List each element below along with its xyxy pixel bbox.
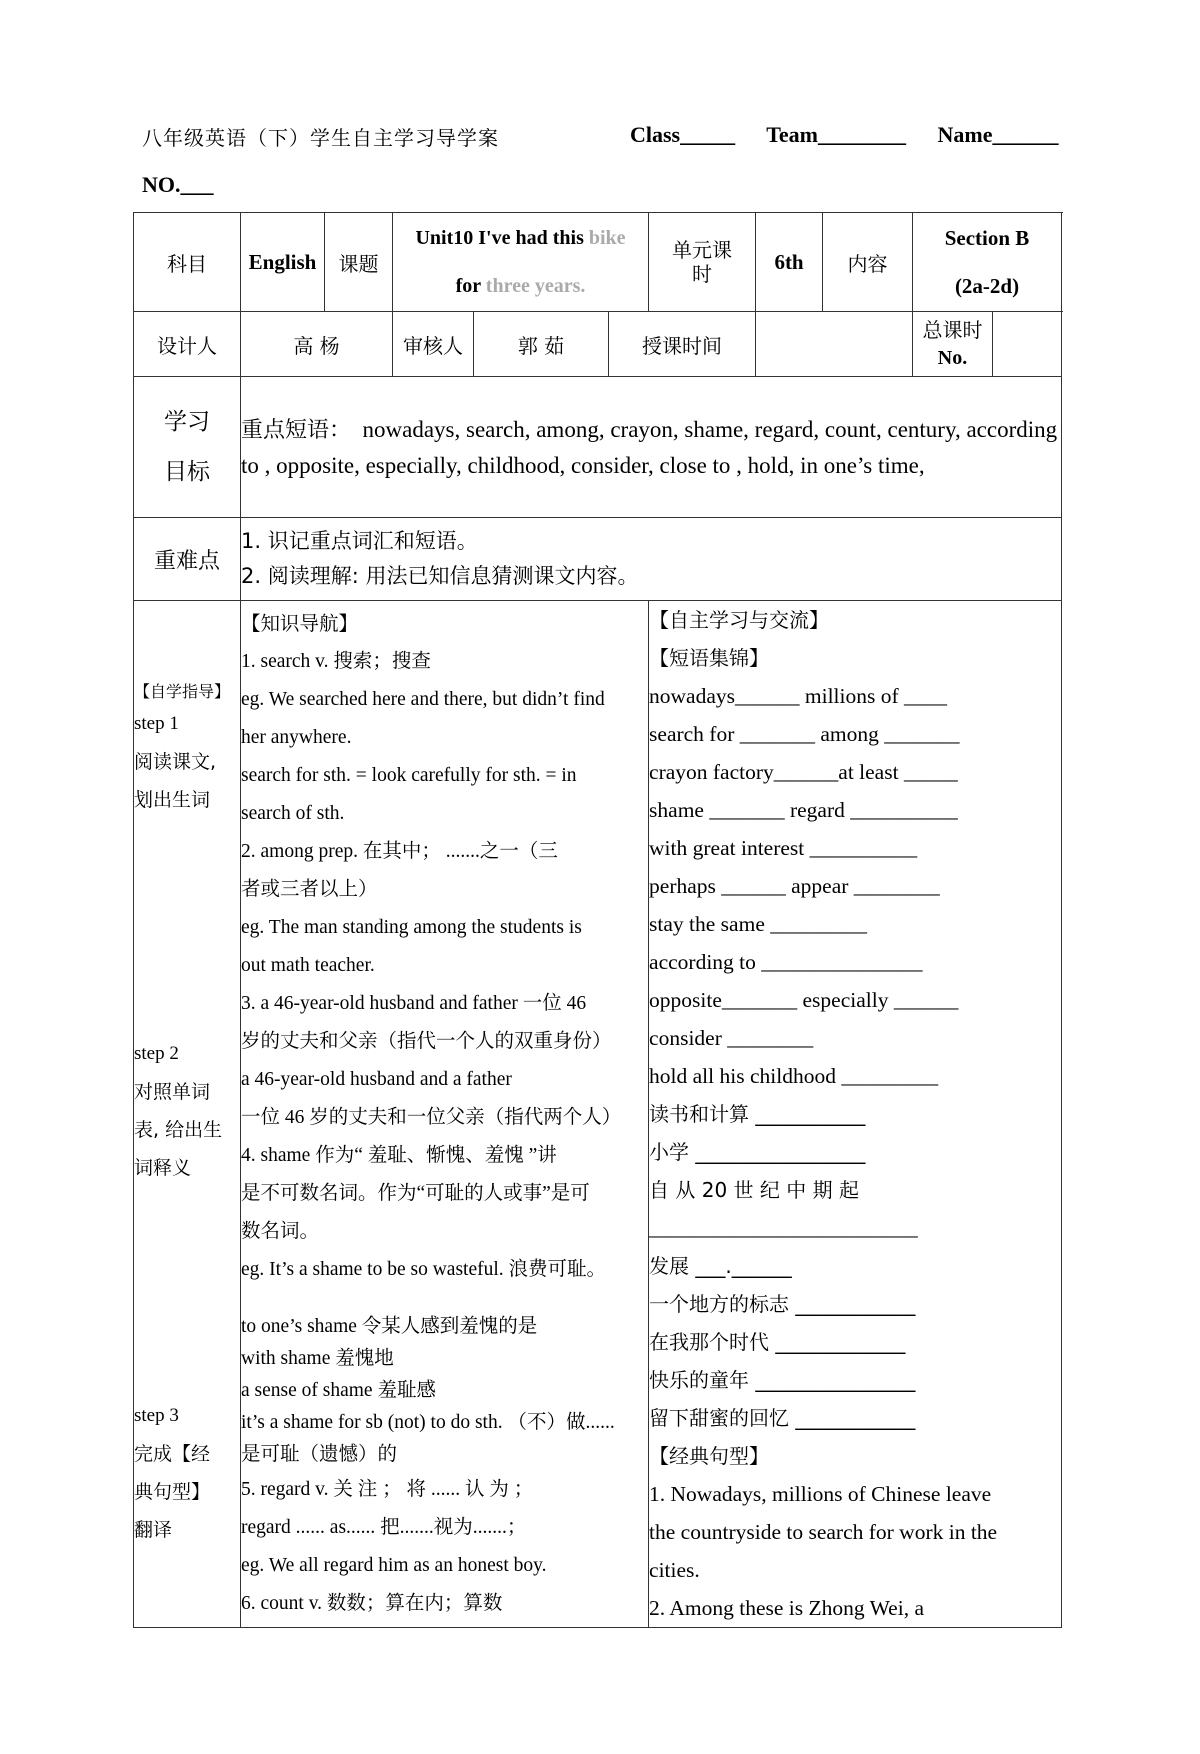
knowledge-line: eg. We searched here and there, but didn’t find [241,689,605,710]
content-label: 内容 [823,213,913,312]
total-periods-value[interactable] [993,312,1062,377]
phrase-blank[interactable]: 快乐的童年 ________________ [649,1368,916,1392]
key-points-row [134,518,1062,601]
knowledge-line: 6. count v. 数数；算在内；算数 [241,1593,503,1614]
content-value-1: Section B [944,226,1030,250]
course-info-row [134,213,1062,312]
key-points-label: 重难点 [134,518,241,601]
phrase-blank[interactable]: 小学 _________________ [649,1140,866,1164]
knowledge-line: 5. regard v. 关 注 ； 将 ...... 认 为 ； [241,1479,534,1500]
self-study-guide [134,601,241,1628]
knowledge-line: eg. We all regard him as an honest boy. [241,1555,547,1576]
step3-text-3: 翻译 [134,1519,173,1541]
topic-line1-a: Unit10 I've had this [415,227,589,249]
subject-value: English [241,213,325,312]
phrase-blank[interactable]: perhaps ______ appear ________ [649,874,940,898]
step2-label: step 2 [134,1043,179,1064]
period-label-2: 时 [692,262,713,286]
knowledge-line: a sense of shame 羞耻感 [241,1380,436,1401]
student-fields [630,122,1084,148]
goals-row [134,377,1062,518]
lesson-time-value[interactable] [756,312,913,377]
knowledge-line: 数名词。 [241,1221,320,1242]
key-point-1: 1. 识记重点词汇和短语。 [241,529,478,553]
phrase-blank[interactable]: crayon factory______at least _____ [649,760,958,784]
step1-text-1: 阅读课文, [134,751,217,773]
topic-line2-c: years. [534,275,586,297]
guide-heading: 【自学指导】 [134,682,231,701]
subject-label: 科目 [134,213,241,312]
step3-text-1: 完成【经 [134,1443,211,1465]
goals-text: nowadays, search, among, crayon, shame, regard, count, century, according to , opposite, especially, childhood, consider, close to , hold, in one’s time, [241,416,1058,478]
knowledge-line: out math teacher. [241,955,375,976]
staff-row [134,312,1062,377]
phrase-blank[interactable]: nowadays______ millions of ____ [649,684,948,708]
phrase-blank[interactable]: opposite_______ especially ______ [649,988,959,1012]
study-row [134,601,1062,1628]
step3-text-2: 典句型】 [134,1481,211,1503]
knowledge-line: her anywhere. [241,727,352,748]
team-field[interactable]: Team________ [766,122,906,147]
content-value [913,213,1062,312]
lesson-table [133,212,1062,1628]
period-value: 6th [756,213,823,312]
worksheet-header [142,122,1062,151]
phrase-blank[interactable]: stay the same _________ [649,912,867,936]
topic-line2-a: for [455,275,486,297]
knowledge-line: eg. The man standing among the students is [241,917,582,938]
lesson-time-label: 授课时间 [609,312,756,377]
knowledge-line: it’s a shame for sb (not) to do sth. （不）做...... [241,1412,615,1433]
knowledge-line: 是不可数名词。作为“可耻的人或事”是可 [241,1183,590,1204]
knowledge-line: a 46-year-old husband and a father [241,1069,512,1090]
knowledge-line: to one’s shame 令某人感到羞愧的是 [241,1316,538,1337]
class-field[interactable]: Class_____ [630,122,736,147]
study-heading: 【自主学习与交流】 [649,608,830,632]
topic-label: 课题 [325,213,393,312]
total-no: No. [937,347,968,369]
phrase-blank[interactable]: according to _______________ [649,950,923,974]
phrase-blank[interactable]: search for _______ among _______ [649,722,960,746]
goals-label-2: 目标 [164,459,210,485]
knowledge-line: search of sth. [241,803,345,824]
goals-label [134,377,241,518]
phrase-blank[interactable]: 留下甜蜜的回忆 ____________ [649,1406,916,1430]
sentence-line: 2. Among these is Zhong Wei, a [649,1596,924,1620]
phrase-blank[interactable]: 发展 ___.______ [649,1254,792,1278]
knowledge-line: 2. among prep. 在其中； .......之一（三 [241,841,558,862]
key-point-2: 2. 阅读理解: 用法已知信息猜测课文内容。 [241,564,639,588]
goals-label-1: 学习 [164,409,210,435]
knowledge-line: 一位 46 岁的丈夫和一位父亲（指代两个人） [241,1107,622,1128]
step2-text-1: 对照单词 [134,1081,211,1103]
number-field[interactable]: NO.___ [142,172,214,197]
worksheet-title: 八年级英语（下）学生自主学习导学案 [142,126,499,150]
phrase-blank[interactable]: 在我那个时代 _____________ [649,1330,906,1354]
content-value-2: (2a-2d) [954,274,1020,298]
knowledge-line: 是可耻（遗憾）的 [241,1444,398,1465]
goals-content [241,377,1062,518]
name-field[interactable]: Name______ [937,122,1059,147]
topic-value [393,213,649,312]
sentence-line: the countryside to search for work in the [649,1520,998,1544]
sentence-line: 1. Nowadays, millions of Chinese leave [649,1482,992,1506]
step1-label: step 1 [134,713,179,734]
step1-text-2: 划出生词 [134,789,211,811]
knowledge-line: eg. It’s a shame to be so wasteful. 浪费可耻。 [241,1259,607,1280]
knowledge-line: 4. shame 作为“ 羞耻、惭愧、羞愧 ”讲 [241,1145,557,1166]
self-study-exchange [649,601,1062,1628]
knowledge-line: search for sth. = look carefully for sth. = in [241,765,577,786]
topic-line1-b: bike [588,227,626,249]
knowledge-line: 3. a 46-year-old husband and father 一位 46 [241,993,587,1014]
key-points-content [241,518,1062,601]
phrase-blank[interactable]: with great interest __________ [649,836,918,860]
knowledge-navigation [241,601,649,1628]
knowledge-line: regard ...... as...... 把.......视为.......； [241,1517,527,1538]
phrase-blank[interactable]: 自 从 20 世 纪 中 期 起 [649,1178,859,1202]
phrases-heading: 【短语集锦】 [649,646,770,670]
designer-label: 设计人 [134,312,241,377]
phrase-blank[interactable]: shame _______ regard __________ [649,798,958,822]
step3-label: step 3 [134,1405,179,1426]
knowledge-line: 者或三者以上） [241,879,378,900]
sentence-line: cities. [649,1558,700,1582]
step2-text-2: 表, 给出生 [134,1119,223,1141]
knowledge-line: with shame 羞愧地 [241,1348,394,1369]
designer-value: 高 杨 [241,312,393,377]
knowledge-heading: 【知识导航】 [241,612,359,635]
sentences-heading: 【经典句型】 [649,1444,770,1468]
phrase-blank[interactable]: 读书和计算 ___________ [649,1102,866,1126]
reviewer-value: 郭 茹 [474,312,609,377]
knowledge-line: 1. search v. 搜索；搜查 [241,651,431,672]
phrase-blank[interactable]: hold all his childhood _________ [649,1064,939,1088]
phrase-blank[interactable]: 一个地方的标志 ____________ [649,1292,916,1316]
knowledge-line: 岁的丈夫和父亲（指代一个人的双重身份） [241,1031,612,1052]
reviewer-label: 审核人 [393,312,474,377]
period-label-1: 单元课 [672,238,733,262]
goals-heading: 重点短语： [241,417,352,443]
phrase-blank[interactable]: consider ________ [649,1026,814,1050]
phrase-blank[interactable]: _________________________ [649,1216,918,1240]
period-label [649,213,756,312]
topic-line2-b: three [485,275,530,297]
total-label: 总课时 [922,318,983,342]
total-periods [913,312,993,377]
step2-text-3: 词释义 [134,1157,192,1179]
